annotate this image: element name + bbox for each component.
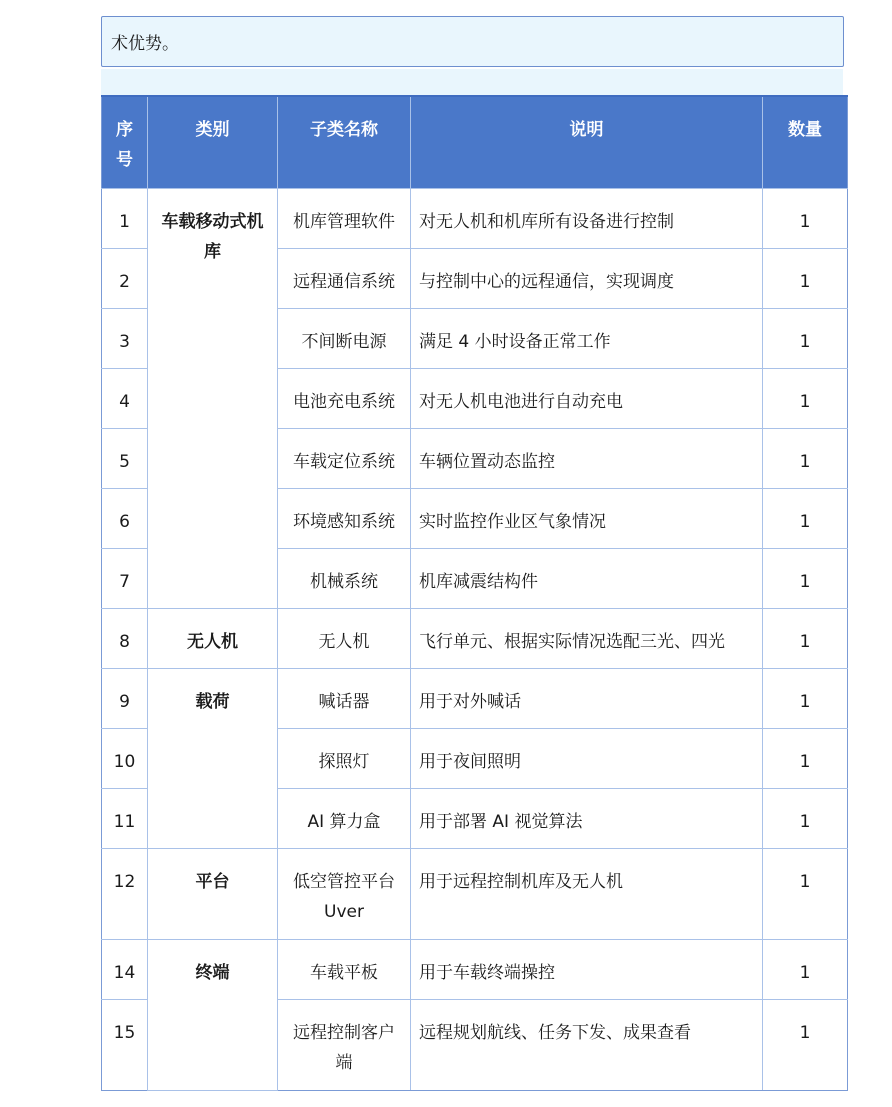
subcategory-cell: 车载定位系统 [278,428,411,488]
description-cell: 用于远程控制机库及无人机 [411,848,763,939]
table-row [102,939,848,999]
quantity-cell: 1 [763,999,848,1090]
description-cell: 用于对外喊话 [411,668,763,728]
subcategory-cell: 不间断电源 [278,308,411,368]
category-cell: 无人机 [148,608,278,668]
subcategory-cell: 远程控制客户端 [278,999,411,1090]
subcategory-cell: 远程通信系统 [278,248,411,308]
quantity-cell: 1 [763,428,848,488]
quantity-cell: 1 [763,939,848,999]
row-number: 2 [102,248,148,308]
intro-text-box [101,16,844,67]
row-number: 11 [102,788,148,848]
quantity-cell: 1 [763,308,848,368]
quantity-cell: 1 [763,248,848,308]
description-cell: 远程规划航线、任务下发、成果查看 [411,999,763,1090]
header-description: 说明 [411,96,763,188]
category-cell: 终端 [148,939,278,1090]
row-number: 8 [102,608,148,668]
description-cell: 用于部署 AI 视觉算法 [411,788,763,848]
quantity-cell: 1 [763,788,848,848]
row-number: 7 [102,548,148,608]
header-quantity: 数量 [763,96,848,188]
subcategory-cell: 车载平板 [278,939,411,999]
description-cell: 车辆位置动态监控 [411,428,763,488]
quantity-cell: 1 [763,608,848,668]
row-number: 10 [102,728,148,788]
category-cell: 车载移动式机库 [148,188,278,608]
row-number: 3 [102,308,148,368]
quantity-cell: 1 [763,548,848,608]
row-number: 14 [102,939,148,999]
subcategory-cell: AI 算力盒 [278,788,411,848]
subcategory-cell: 低空管控平台 Uver [278,848,411,939]
description-cell: 满足 4 小时设备正常工作 [411,308,763,368]
row-number: 1 [102,188,148,248]
row-number: 15 [102,999,148,1090]
description-cell: 用于车载终端操控 [411,939,763,999]
table-row [102,668,848,728]
description-cell: 实时监控作业区气象情况 [411,488,763,548]
equipment-table [101,95,848,1091]
quantity-cell: 1 [763,188,848,248]
table-row [102,188,848,248]
row-number: 9 [102,668,148,728]
table-row [102,608,848,668]
subcategory-cell: 电池充电系统 [278,368,411,428]
row-number: 4 [102,368,148,428]
quantity-cell: 1 [763,728,848,788]
header-category: 类别 [148,96,278,188]
row-number: 6 [102,488,148,548]
subcategory-cell: 探照灯 [278,728,411,788]
row-number: 12 [102,848,148,939]
description-cell: 与控制中心的远程通信，实现调度 [411,248,763,308]
subcategory-cell: 机库管理软件 [278,188,411,248]
description-cell: 用于夜间照明 [411,728,763,788]
row-number: 5 [102,428,148,488]
header-subcategory: 子类名称 [278,96,411,188]
quantity-cell: 1 [763,668,848,728]
quantity-cell: 1 [763,848,848,939]
description-cell: 对无人机电池进行自动充电 [411,368,763,428]
table-row [102,848,848,939]
description-cell: 飞行单元、根据实际情况选配三光、四光 [411,608,763,668]
table-header-row [102,96,848,188]
header-no: 序号 [102,96,148,188]
description-cell: 机库减震结构件 [411,548,763,608]
intro-text: 术优势。 [111,34,179,54]
category-cell: 平台 [148,848,278,939]
subcategory-cell: 无人机 [278,608,411,668]
quantity-cell: 1 [763,488,848,548]
intro-spacer [101,69,843,95]
quantity-cell: 1 [763,368,848,428]
subcategory-cell: 环境感知系统 [278,488,411,548]
description-cell: 对无人机和机库所有设备进行控制 [411,188,763,248]
category-cell: 载荷 [148,668,278,848]
subcategory-cell: 机械系统 [278,548,411,608]
subcategory-cell: 喊话器 [278,668,411,728]
